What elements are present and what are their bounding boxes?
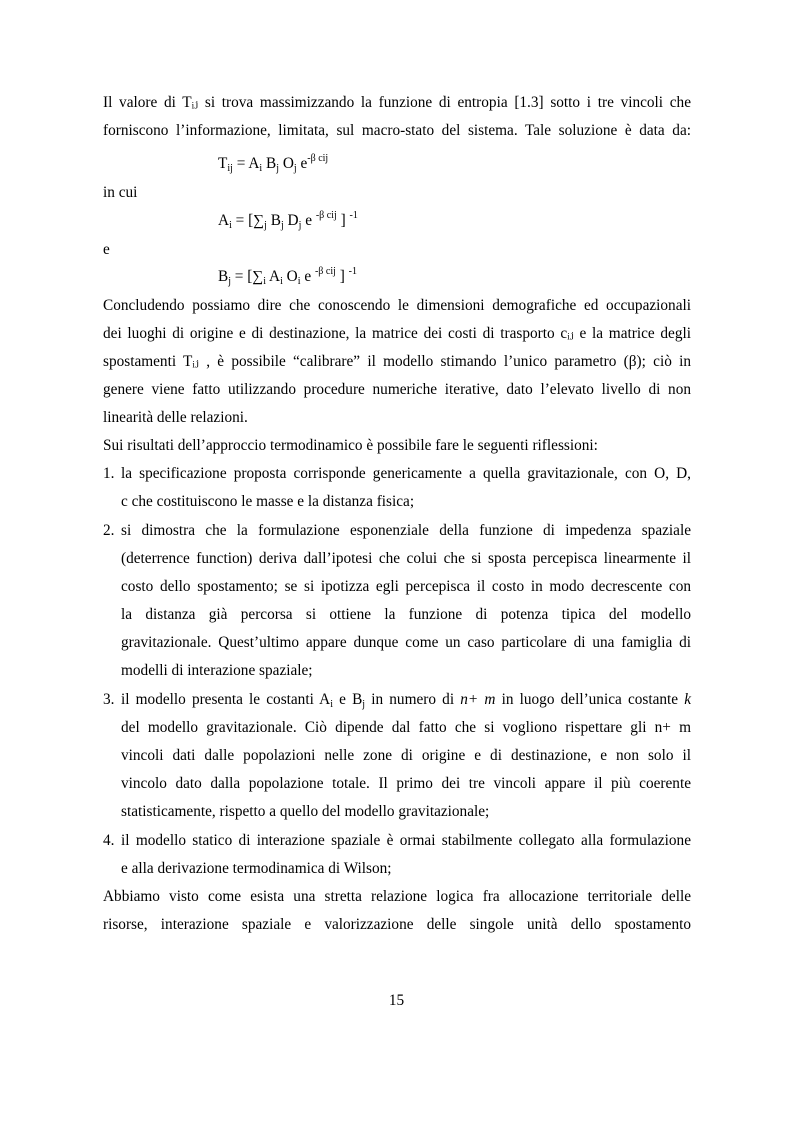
paragraph-line: Abbiamo visto come esista una stretta relazione logica fra allocazione territoriale delle xyxy=(103,888,691,905)
list-item-line: del modello gravitazionale. Ciò dipende dal fatto che si vogliono rispettare gli n+ m xyxy=(121,719,691,736)
paragraph-line: risorse, interazione spaziale e valorizzazione delle singole unità dello spostamento xyxy=(103,916,691,933)
list-item-line: il modello presenta le costanti $A_i$ e $B_j$ in numero di n+ m in luogo dell’unica costante k xyxy=(121,691,692,710)
list-item-line: vincolo dato dalla popolazione totale. Il primo dei tre vincoli appare il più coerente xyxy=(121,775,691,792)
list-item-line: e alla derivazione termodinamica di Wilson; xyxy=(121,860,392,877)
paragraph-line: dei luoghi di origine e di destinazione, la matrice dei costi di trasporto cᵢⱼ e la matrice degli xyxy=(103,325,691,342)
formula-bj: $B_j = [\sum_i$ $A_i$ $O_i$ e $^{-\beta cij}$ ] $^{-1}$ xyxy=(218,266,357,287)
list-item-line: statisticamente, rispetto a quello del modello gravitazionale; xyxy=(121,803,490,820)
formula-ai: $A_i = [\sum_j$ $B_j$ $D_j$ e $^{-\beta cij}$ ] $^{-1}$ xyxy=(218,210,358,231)
paragraph-line: Concludendo possiamo dire che conoscendo le dimensioni demografiche ed occupazionali xyxy=(103,297,691,314)
list-number: 2. xyxy=(103,522,115,539)
list-item-line: la specificazione proposta corrisponde genericamente a quella gravitazionale, con O, D, xyxy=(121,465,691,482)
list-item-line: c che costituiscono le masse e la distanza fisica; xyxy=(121,493,415,510)
list-item-line: la distanza già percorsa si ottiene la funzione di potenza tipica del modello xyxy=(121,606,691,623)
list-item-line: vincoli dati dalle popolazioni nelle zone di origine e di destinazione, e non solo il xyxy=(121,747,691,764)
list-number: 4. xyxy=(103,832,115,849)
paragraph-line: in cui xyxy=(103,184,138,201)
formula-tij: $T_{ij} = A_i$ $B_j$ $O_j$ $e^{-\beta cij}$ xyxy=(218,153,329,174)
list-number: 1. xyxy=(103,465,115,482)
page-number: 15 xyxy=(388,992,405,1009)
paragraph-line: forniscono l’informazione, limitata, sul macro-stato del sistema. Tale soluzione è data da: xyxy=(103,122,691,139)
paragraph-line: spostamenti Tᵢⱼ , è possibile “calibrare” il modello stimando l’unico parametro (β); ciò in xyxy=(103,353,691,370)
paragraph-line: e xyxy=(103,241,110,258)
paragraph-line: linearità delle relazioni. xyxy=(103,409,248,426)
list-item-line: (deterrence function) deriva dall’ipotesi che colui che si sposta percepisca linearmente il xyxy=(121,550,691,567)
list-item-line: il modello statico di interazione spaziale è ormai stabilmente collegato alla formulazione xyxy=(121,832,691,849)
paragraph-line: Il valore di Tᵢⱼ si trova massimizzando la funzione di entropia [1.3] sotto i tre vincoli che xyxy=(103,94,691,111)
list-item-line: gravitazionale. Quest’ultimo appare dunque come un caso particolare di una famiglia di xyxy=(121,634,691,651)
list-item-line: costo dello spostamento; se si ipotizza egli percepisca il costo in modo decrescente con xyxy=(121,578,691,595)
list-number: 3. xyxy=(103,691,115,708)
paragraph-line: Sui risultati dell’approccio termodinamico è possibile fare le seguenti riflessioni: xyxy=(103,437,598,454)
list-item-line: modelli di interazione spaziale; xyxy=(121,662,313,679)
list-item-line: si dimostra che la formulazione esponenziale della funzione di impedenza spaziale xyxy=(121,522,691,539)
paragraph-line: genere viene fatto utilizzando procedure numeriche iterative, dato l’elevato livello di non xyxy=(103,381,691,398)
